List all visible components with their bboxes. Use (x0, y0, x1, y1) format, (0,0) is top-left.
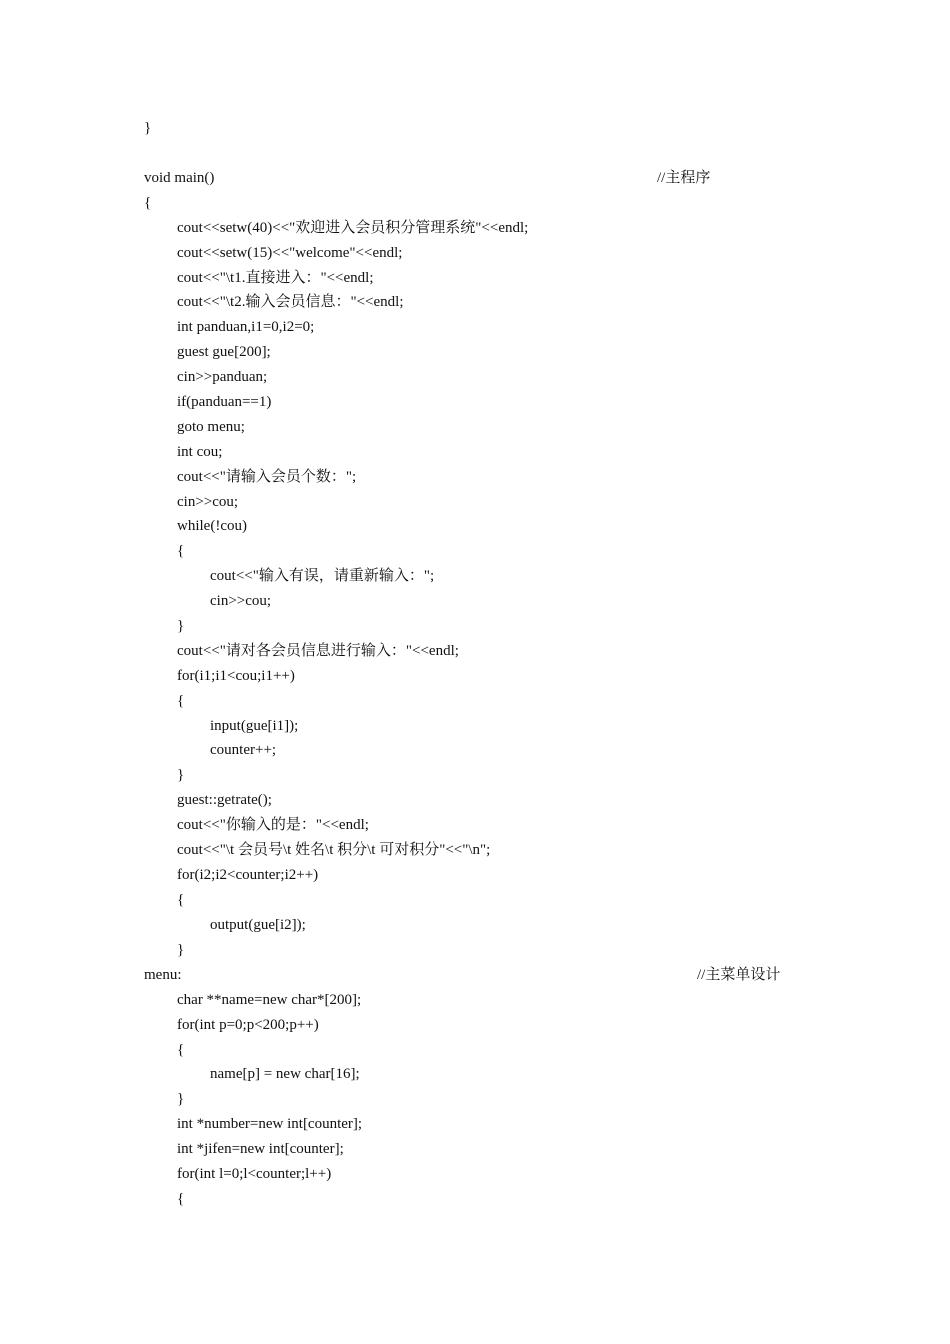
code-line: counter++; (210, 742, 277, 758)
code-line: int *number=new int[counter]; (177, 1116, 363, 1132)
code-line: char **name=new char*[200]; (177, 992, 362, 1008)
code-line: guest::getrate(); (177, 792, 272, 808)
code-line: cout<<"请输入会员个数："; (177, 469, 357, 485)
code-line: while(!cou) (177, 518, 247, 534)
code-label: menu: (144, 967, 182, 983)
code-line: } (177, 767, 185, 783)
code-line: cout<<"请对各会员信息进行输入："<<endl; (177, 643, 459, 659)
code-line: { (177, 1191, 185, 1207)
code-line: { (177, 1042, 185, 1058)
code-line: cout<<setw(40)<<"欢迎进入会员积分管理系统"<<endl; (177, 220, 529, 236)
code-line: cin>>panduan; (177, 369, 268, 385)
code-line: int *jifen=new int[counter]; (177, 1141, 344, 1157)
code-line: } (177, 942, 185, 958)
code-line: for(i2;i2<counter;i2++) (177, 867, 319, 883)
code-line: int panduan,i1=0,i2=0; (177, 319, 315, 335)
code-line: cout<<"你输入的是："<<endl; (177, 817, 369, 833)
code-line: cout<<setw(15)<<"welcome"<<endl; (177, 245, 403, 261)
code-line: } (144, 120, 152, 136)
code-line: for(int l=0;l<counter;l++) (177, 1166, 332, 1182)
code-line: cin>>cou; (177, 494, 239, 510)
code-line: cout<<"输入有误，请重新输入："; (210, 568, 435, 584)
code-line: name[p] = new char[16]; (210, 1066, 360, 1082)
code-line: { (177, 892, 185, 908)
code-line: output(gue[i2]); (210, 917, 306, 933)
code-line: cout<<"\t2.输入会员信息："<<endl; (177, 294, 404, 310)
code-line: } (177, 618, 185, 634)
code-line: for(int p=0;p<200;p++) (177, 1017, 319, 1033)
code-line: cout<<"\t1.直接进入："<<endl; (177, 270, 374, 286)
code-line: { (144, 195, 152, 211)
code-comment: //主程序 (657, 170, 711, 186)
code-line: cin>>cou; (210, 593, 272, 609)
code-line: cout<<"\t 会员号\t 姓名\t 积分\t 可对积分"<<"\n"; (177, 842, 491, 858)
code-line: if(panduan==1) (177, 394, 272, 410)
code-line: { (177, 543, 185, 559)
code-line: guest gue[200]; (177, 344, 271, 360)
code-line: input(gue[i1]); (210, 718, 299, 734)
code-line: goto menu; (177, 419, 245, 435)
code-line: for(i1;i1<cou;i1++) (177, 668, 295, 684)
code-line: void main() (144, 170, 215, 186)
code-line: } (177, 1091, 185, 1107)
code-line: int cou; (177, 444, 223, 460)
code-comment: //主菜单设计 (697, 967, 781, 983)
code-line: { (177, 693, 185, 709)
